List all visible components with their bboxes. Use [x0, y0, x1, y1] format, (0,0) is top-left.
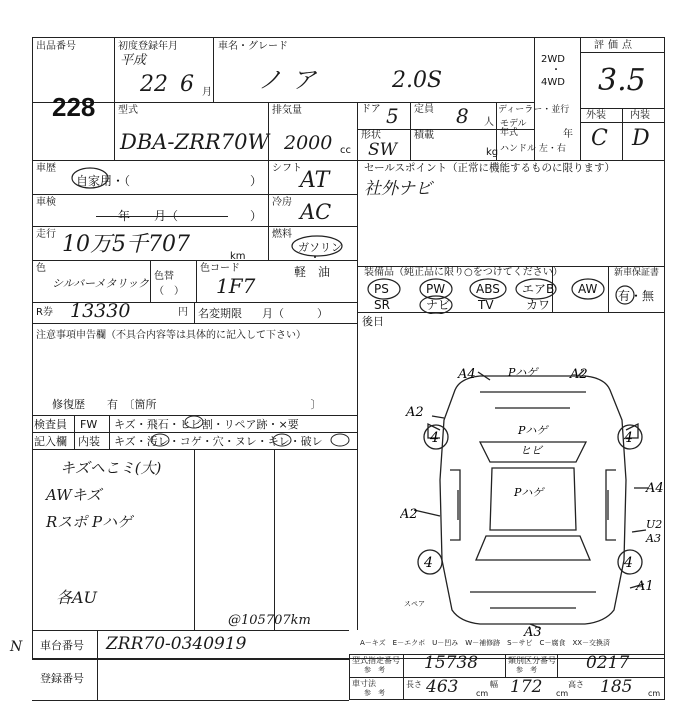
registration-number-label: 登録番号 — [40, 672, 84, 685]
drive-4wd: 4WD — [541, 77, 565, 88]
person-unit: 人 — [484, 117, 494, 128]
diagram-right-a1: A1 — [636, 579, 654, 594]
warranty-label: 新車保証書 — [614, 268, 660, 278]
spec-code: 15738 — [424, 653, 479, 673]
capacity-label: 定員 — [414, 104, 434, 115]
capacity: 8 — [456, 104, 469, 128]
score: 3.5 — [598, 63, 646, 98]
shape-label: 形状 — [361, 130, 381, 141]
diagram-left-a2-top: A2 — [406, 405, 424, 420]
history-label: 車歴 — [36, 163, 56, 174]
equip-sr: SR — [374, 298, 390, 312]
history: 自家用・（ ） — [76, 174, 263, 188]
equip-tv: TV — [478, 298, 494, 312]
width: 172 — [510, 677, 543, 697]
sales-point-label: セールスポイント（正常に機能するものに限ります） — [364, 162, 616, 174]
load-label: 積載 — [414, 130, 434, 141]
fuel-dot: ・ — [310, 253, 320, 264]
warranty-circle — [612, 284, 638, 306]
drive-2wd: 2WD — [541, 54, 565, 65]
interior-check-label: 内装 — [78, 435, 100, 448]
class-code-label: 類別区分番号 — [508, 656, 556, 665]
mileage: 10万5千707 — [62, 232, 190, 257]
score-label: 評価点 — [594, 40, 636, 51]
car-name-label: 車名・グレード — [218, 41, 288, 52]
spare-label: スペア — [404, 600, 425, 608]
length: 463 — [426, 677, 459, 697]
equipment-circles — [360, 274, 610, 314]
note-line-3: Rスポ Pハゲ — [46, 513, 133, 531]
model-label: 型式 — [118, 105, 138, 116]
spec-code-sub: 参 考 — [364, 666, 385, 674]
km-unit: km — [230, 251, 246, 262]
tire-front-right: 4 — [624, 430, 633, 446]
note-line-2: AWキズ — [46, 486, 102, 504]
equip-aw: AW — [578, 282, 598, 296]
entry-label: 記入欄 — [34, 435, 67, 448]
model-year-label: モデル年式 — [500, 119, 527, 138]
tire-rear-left: 4 — [424, 555, 433, 571]
color-code-label: 色コード — [200, 263, 240, 274]
checklist-marks — [110, 414, 358, 450]
sales-point: 社外ナビ — [364, 179, 432, 199]
interior-checklist: キズ・汚レ・コゲ・穴・ヌレ・キレ・破レ — [114, 435, 323, 448]
diagram-right-u2: U2 — [646, 518, 663, 531]
color-code: 1F7 — [216, 274, 256, 298]
height-unit: cm — [648, 689, 661, 698]
note-line-1: キズヘこミ(大) — [60, 459, 162, 477]
name-change-value: 月（ ） — [262, 307, 328, 320]
doors-label: ドア — [361, 104, 381, 115]
repaint-paren: （ ） — [154, 286, 184, 297]
displacement: 2000 — [284, 132, 333, 154]
fuel-label: 燃料 — [272, 229, 292, 240]
back-label: 後日 — [362, 315, 384, 328]
height-label: 高さ — [568, 680, 584, 689]
tire-front-left: 4 — [430, 430, 439, 446]
diagram-right-a4: A4 — [646, 481, 664, 496]
dealer-label: ディーラー・並行 — [498, 105, 570, 115]
diagram-right-a3: A3 — [646, 532, 661, 545]
inspection-struck: 年 月（ — [118, 209, 179, 223]
inspection-label: 車検 — [36, 197, 56, 208]
diagram-hood-hibi: ヒビ — [520, 444, 542, 457]
car-name: ノア — [258, 66, 326, 94]
car-damage-diagram — [400, 360, 670, 640]
diagram-hood-phage: Pハゲ — [518, 424, 548, 437]
year-unit: 年 — [563, 129, 573, 140]
chassis-label: 車台番号 — [40, 639, 84, 652]
length-unit: cm — [476, 689, 489, 698]
equip-pw: PW — [426, 282, 446, 296]
handle-label: ハンドル 左・右 — [500, 144, 566, 154]
damage-legend: A－キズ E－エクボ U－凹み W－補修跡 S－サビ C－腐食 XX－交換済 — [360, 639, 611, 647]
notes-label: 注意事項申告欄（不具合内容等は具体的に記入して下さい） — [36, 330, 306, 341]
diagram-roof-phage: Pハゲ — [514, 486, 544, 499]
equip-leather: カワ — [526, 298, 551, 312]
fuel-gasoline: ガソリン — [298, 241, 342, 254]
drive-dot: ・ — [551, 65, 561, 76]
class-code: 0217 — [586, 653, 630, 673]
name-change-label: 名変期限 — [198, 307, 242, 320]
ac-label: 冷房 — [272, 197, 292, 208]
color-label: 色 — [36, 263, 46, 274]
exterior-label: 外装 — [586, 110, 606, 121]
first-registration-label: 初度登録年月 — [118, 41, 178, 52]
registration-year: 22 — [140, 72, 168, 97]
margin-mark: N — [10, 639, 23, 655]
class-code-sub: 参 考 — [516, 666, 537, 674]
displacement-label: 排気量 — [272, 105, 302, 116]
equip-ps: PS — [374, 282, 389, 296]
size-sub: 参 考 — [364, 689, 385, 697]
diagram-top-a2: A2 — [570, 367, 588, 382]
recycle-fee: 13330 — [70, 300, 131, 322]
lot-number-label: 出品番号 — [36, 41, 76, 52]
inspection-suffix: ） — [250, 209, 263, 223]
diagram-bottom-a3: A3 — [524, 625, 542, 640]
doors: 5 — [386, 104, 399, 128]
exterior-grade: C — [591, 126, 608, 151]
length-label: 長さ — [406, 680, 422, 689]
repair-history-label: 修復歴 有 〔箇所 〕 — [52, 398, 322, 411]
cc-unit: cc — [340, 145, 351, 156]
equip-abs: ABS — [476, 282, 500, 296]
interior-label: 内装 — [630, 110, 650, 121]
yen-unit: 円 — [178, 307, 188, 318]
repaint-label: 色替 — [154, 271, 174, 282]
fw-label: FW — [80, 418, 98, 431]
diagram-left-a2-mid: A2 — [400, 507, 418, 522]
exterior-checklist: キズ・飛石・ヒビ割・リペア跡・×要 — [114, 418, 299, 431]
inspection-strike — [96, 216, 228, 217]
chassis-number: ZRR70-0340919 — [106, 634, 247, 654]
recycle-label: R券 — [36, 307, 53, 318]
kg-unit: kg — [486, 147, 499, 158]
odometer-note: @105707km — [228, 613, 311, 628]
note-line-4: 各AU — [56, 588, 98, 607]
shape: SW — [368, 140, 398, 160]
history-circle — [70, 166, 110, 190]
warranty: 有・無 — [618, 289, 655, 303]
fuel-diesel: 軽 油 — [294, 265, 331, 279]
grade: 2.0S — [392, 68, 443, 93]
ac: AC — [300, 200, 332, 224]
equip-airbag: エアB — [522, 282, 555, 296]
size-label: 車寸法 — [352, 679, 376, 688]
era: 平成 — [120, 53, 147, 68]
month-unit: 月 — [202, 87, 212, 98]
shift-label: シフト — [272, 163, 302, 174]
registration-month: 6 — [180, 72, 194, 97]
width-label: 幅 — [490, 680, 498, 689]
equipment-label: 装備品（純正品に限り○をつけてください） — [364, 267, 563, 278]
height: 185 — [600, 677, 633, 697]
model-code: DBA-ZRR70W — [120, 130, 270, 154]
interior-grade: D — [632, 126, 650, 151]
spec-code-label: 型式指定番号 — [352, 656, 400, 665]
diagram-top-phage: Pハゲ — [508, 366, 538, 379]
tire-rear-right: 4 — [624, 555, 633, 571]
shift: AT — [300, 168, 330, 193]
lot-number: 228 — [52, 92, 96, 122]
color: シルバーメタリック — [52, 277, 149, 290]
inspector-label: 検査員 — [34, 418, 67, 431]
width-unit: cm — [556, 689, 569, 698]
equip-navi: ナビ — [426, 298, 451, 312]
mileage-label: 走行 — [36, 229, 56, 240]
diagram-top-a4: A4 — [458, 367, 476, 382]
